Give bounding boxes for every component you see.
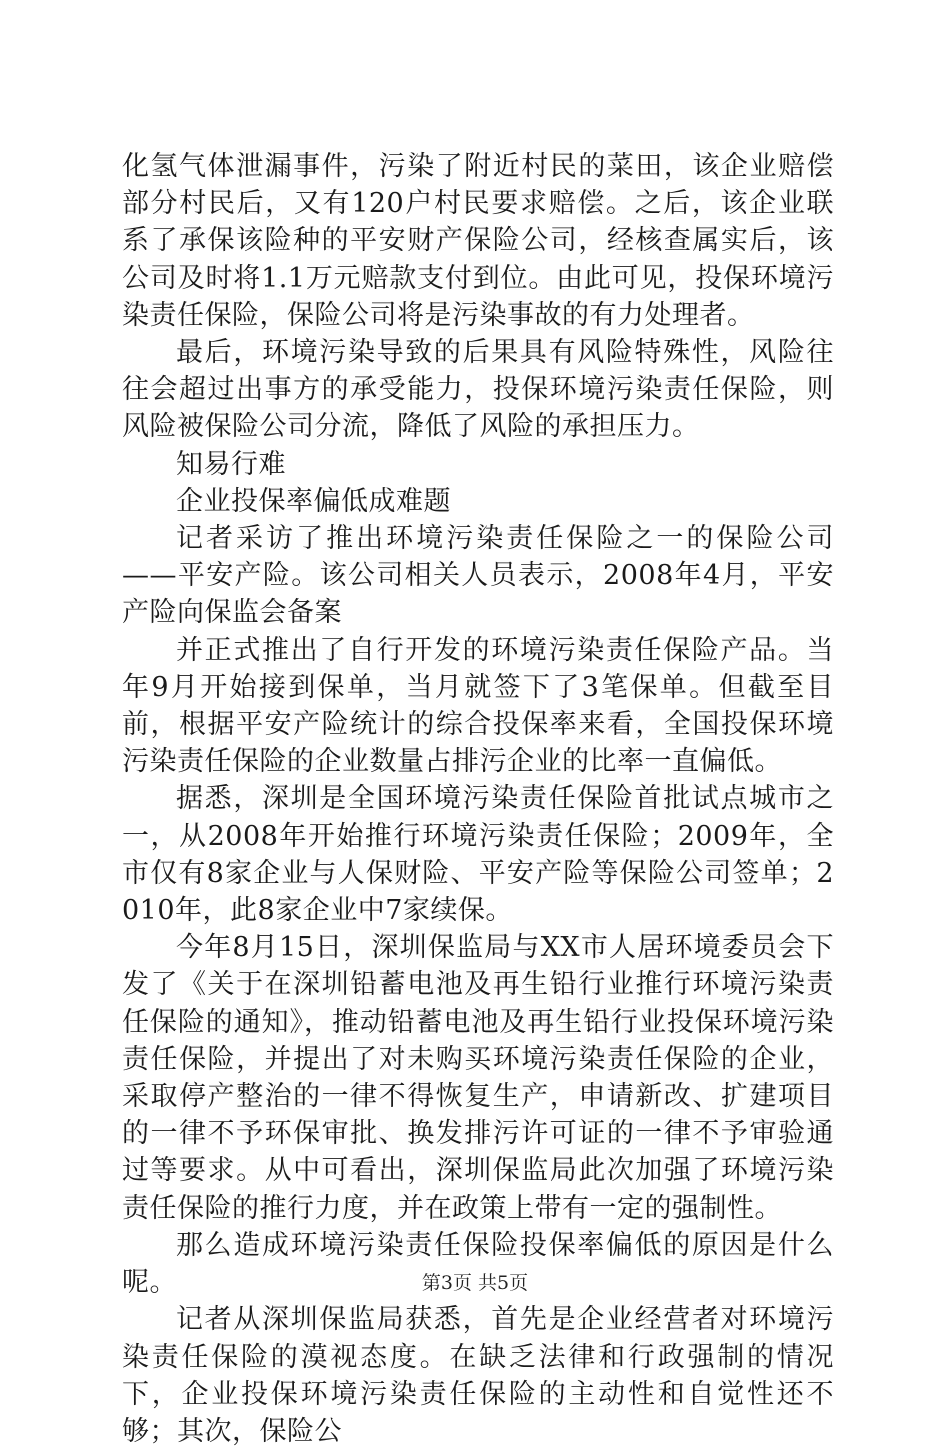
paragraph-risk-sharing: 最后，环境污染导致的后果具有风险特殊性，风险往往会超过出事方的承受能力，投保环境污染责任保险，则风险被保险公司分流，降低了风险的承担压力。 (122, 337, 834, 443)
document-body (122, 148, 834, 1450)
section-heading: 知易行难 (176, 448, 286, 480)
paragraph-shenzhen-pilot: 据悉，深圳是全国环境污染责任保险首批试点城市之一，从2008年开始推行环境污染责任保险；2009年，全市仅有8家企业与人保财险、平安产险等保险公司签单；2010年，此8家企业中7家续保。 (122, 783, 834, 927)
page-number-footer: 第3页 共5页 (421, 1272, 529, 1294)
paragraph-compensation-case: 化氢气体泄漏事件，污染了附近村民的菜田，该企业赔偿部分村民后，又有120户村民要求赔偿。之后，该企业联系了承保该险种的平安财产保险公司，经核查属实后，该公司及时将1.1万元赔款支付到位。由此可见，投保环境污染责任保险，保险公司将是污染事故的有力处理者。 (122, 151, 834, 331)
paragraph-reporter-interview: 记者采访了推出环境污染责任保险之一的保险公司——平安产险。该公司相关人员表示，2008年4月，平安产险向保监会备案 (122, 523, 834, 629)
paragraph-product-launch: 并正式推出了自行开发的环境污染责任保险产品。当年9月开始接到保单，当月就签下了3笔保单。但截至目前，根据平安产险统计的综合投保率来看，全国投保环境污染责任保险的企业数量占排污企业的比率一直偏低。 (122, 634, 834, 778)
section-subheading: 企业投保率偏低成难题 (176, 485, 451, 517)
paragraph-reasons: 记者从深圳保监局获悉，首先是企业经营者对环境污染责任保险的漠视态度。在缺乏法律和行政强制的情况下，企业投保环境污染责任保险的主动性和自觉性还不够；其次，保险公 (122, 1304, 834, 1447)
paragraph-policy-notice: 今年8月15日，深圳保监局与XX市人居环境委员会下发了《关于在深圳铅蓄电池及再生铅行业推行环境污染责任保险的通知》，推动铅蓄电池及再生铅行业投保环境污染责任保险，并提出了对未购买环境污染责任保险的企业，采取停产整治的一律不得恢复生产，申请新改、扩建项目的一律不予环保审批、换发排污许可证的一律不予审验通过等要求。从中可看出，深圳保监局此次加强了环境污染责任保险的推行力度，并在政策上带有一定的强制性。 (122, 932, 834, 1224)
paragraph-question: 那么造成环境污染责任保险投保率偏低的原因是什么呢。 (122, 1229, 834, 1299)
